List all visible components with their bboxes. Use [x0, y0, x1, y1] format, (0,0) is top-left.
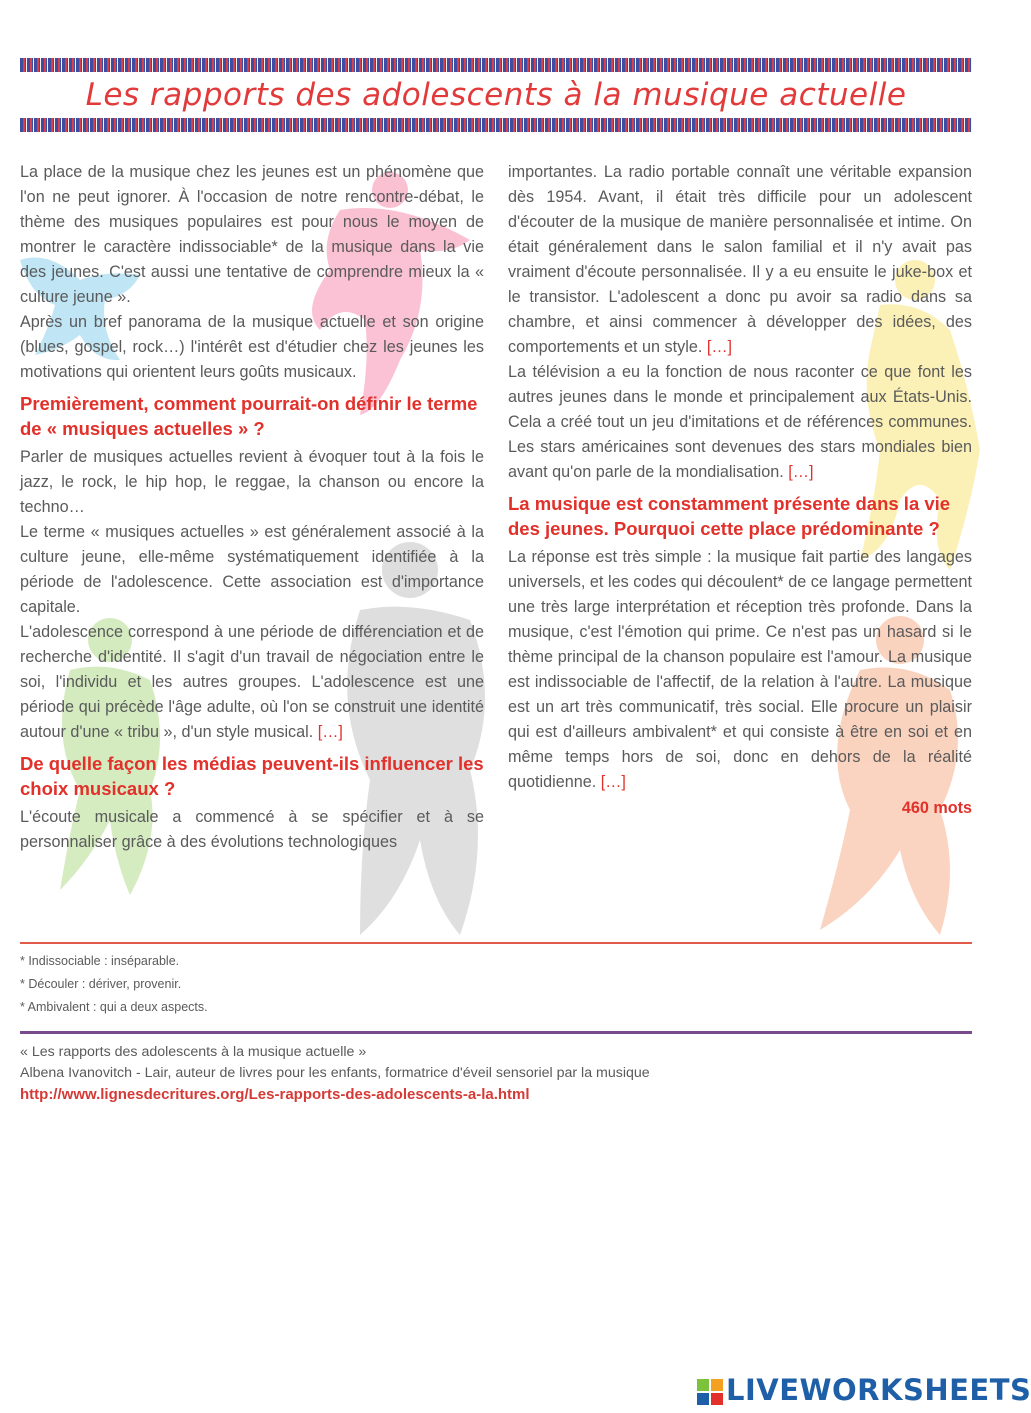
- paragraph-text: importantes. La radio portable connaît une véritable expansion dès 1954. Avant, il était très difficile pour un adolescent d'écouter de la musique de manière personnalisée et intime. On était généralement dans le salon familial et il n'y avait pas vraiment d'écoute personnalisée. Il y a eu ensuite le juke-box et le transistor. L'adolescent a donc pu avoir sa radio dans sa chambre, et ainsi commencer à développer des idées, des comportements et un style.: [508, 163, 972, 356]
- paragraph: [508, 360, 972, 485]
- liveworksheets-watermark[interactable]: [696, 1372, 1031, 1408]
- ellipsis-marker: […]: [317, 723, 343, 741]
- word-count: 460 mots: [901, 799, 972, 817]
- paragraph: [20, 620, 484, 745]
- section-heading: De quelle façon les médias peuvent-ils influencer les choix musicaux ?: [20, 753, 484, 799]
- divider-purple: [20, 1031, 972, 1034]
- watermark-text: LIVEWORKSHEETS: [726, 1373, 1031, 1407]
- ellipsis-marker: […]: [788, 463, 814, 481]
- divider-red: [20, 942, 972, 944]
- paragraph: [508, 545, 972, 795]
- source-link[interactable]: http://www.lignesdecritures.org/Les-rapports-des-adolescents-a-la.html: [20, 1086, 530, 1103]
- section-heading: Premièrement, comment pourrait-on définir le terme de « musiques actuelles » ?: [20, 393, 478, 439]
- footnotes: [20, 950, 208, 1019]
- paragraph: Le terme « musiques actuelles » est généralement associé à la culture jeune, elle-même systématiquement identifiée à la période de l'adolescence. Cette association est d'importance capitale.: [20, 523, 484, 616]
- footnote: * Ambivalent : qui a deux aspects.: [20, 1000, 208, 1014]
- liveworksheets-logo-icon: [696, 1378, 724, 1406]
- section-heading: La musique est constamment présente dans la vie des jeunes. Pourquoi cette place prédominante ?: [508, 493, 951, 539]
- paragraph-text: L'adolescence correspond à une période de différenciation et de recherche d'identité. Il s'agit d'un travail de négociation entre le soi, l'individu et les autres groupes. L'adolescence est une période qui précède l'âge adulte, où l'on se construit une identité autour d'une « tribu », d'un style musical.: [20, 623, 484, 741]
- left-column: [20, 160, 484, 855]
- paragraph-text: La télévision a eu la fonction de nous raconter ce que font les autres jeunes dans le monde et principalement aux États-Unis. Cela a créé tout un jeu d'imitations et de références communes. Les stars américaines sont devenues des stars mondiales bien avant qu'on parle de la mondialisation.: [508, 363, 972, 481]
- ellipsis-marker: […]: [600, 773, 626, 791]
- source-citation: [20, 1042, 650, 1105]
- right-column: [508, 160, 972, 821]
- header-band-bottom: [20, 118, 972, 132]
- footnote: * Indissociable : inséparable.: [20, 954, 180, 968]
- paragraph: [508, 160, 972, 360]
- source-title: « Les rapports des adolescents à la musique actuelle »: [20, 1044, 367, 1060]
- page-title: Les rapports des adolescents à la musique actuelle: [85, 77, 907, 113]
- paragraph: Après un bref panorama de la musique actuelle et son origine (blues, gospel, rock…) l'intérêt est d'étudier chez les jeunes les motivations qui orientent leurs goûts musicaux.: [20, 313, 484, 381]
- paragraph-text: La réponse est très simple : la musique fait partie des langages universels, et les codes qui découlent* de ce langage permettent une très large interprétation et réception très profonde. Dans la musique, c'est l'émotion qui prime. Ce n'est pas un hasard si le thème principal de la chanson populaire est l'amour. La musique est indissociable de l'affectif, de la relation à l'autre. La musique est un art très communicatif, très social. Elle procure un plaisir qui est d'ailleurs ambivalent* et qui consiste à être en soi et en même temps hors de soi, donc en dehors de la réalité quotidienne.: [508, 548, 972, 791]
- ellipsis-marker: […]: [706, 338, 733, 356]
- paragraph: Parler de musiques actuelles revient à évoquer tout à la fois le jazz, le rock, le hip hop, le reggae, la chanson ou encore la techno…: [20, 448, 484, 516]
- paragraph: La place de la musique chez les jeunes est un phénomène que l'on ne peut ignorer. À l'occasion de notre rencontre-débat, le thème des musiques populaires est pour nous le moyen de montrer le caractère indissociable* de la musique dans la vie des jeunes. C'est aussi une tentative de comprendre mieux la « culture jeune ».: [20, 163, 484, 306]
- source-author: Albena Ivanovitch - Lair, auteur de livres pour les enfants, formatrice d'éveil sensoriel par la musique: [20, 1065, 650, 1081]
- footnote: * Découler : dériver, provenir.: [20, 977, 182, 991]
- header-band-top: [20, 58, 972, 72]
- paragraph: L'écoute musicale a commencé à se spécifier et à se personnaliser grâce à des évolutions technologiques: [20, 808, 484, 851]
